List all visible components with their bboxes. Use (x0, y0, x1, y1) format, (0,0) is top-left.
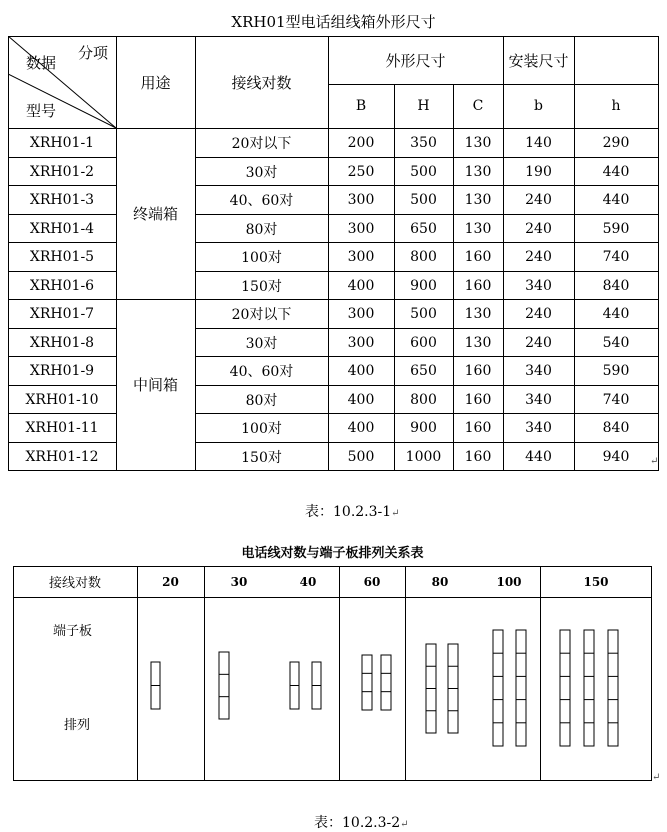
cell-model: XRH01-7 (29, 305, 95, 322)
terminal-board-100-b (516, 630, 526, 746)
terminal-board-40-a (290, 662, 299, 709)
cell-pairs: 40、60对 (229, 363, 294, 380)
terminal-board-diagrams (13, 566, 652, 781)
cell-model: XRH01-3 (29, 191, 95, 208)
terminal-board-80-b (448, 644, 458, 733)
cell-pairs: 40、60对 (229, 192, 294, 209)
cell-model: XRH01-4 (29, 220, 95, 237)
return-mark-2: ↵ (652, 772, 661, 783)
rule (658, 36, 659, 471)
cell-pairs: 100对 (241, 420, 282, 437)
cell-H: 500 (410, 191, 437, 208)
cell-C: 130 (464, 191, 492, 208)
cell-pairs: 100对 (241, 249, 282, 266)
cell-B: 500 (347, 448, 375, 465)
cell-model: XRH01-9 (29, 362, 95, 379)
cell-model: XRH01-8 (29, 334, 95, 351)
cell-H: 600 (410, 334, 437, 351)
cell-pairs: 30对 (245, 164, 278, 181)
cell-b: 340 (525, 419, 552, 436)
header-install-dimensions: 安装尺寸 (508, 51, 569, 70)
row-label-arrangement: 排列 (64, 718, 91, 733)
cell-model: XRH01-6 (29, 277, 95, 294)
table2-caption (314, 812, 409, 832)
caption-return-mark-2: ↵ (400, 819, 409, 830)
cell-B: 400 (347, 391, 375, 408)
dimensions-table (8, 6, 659, 470)
cell-B: 250 (347, 163, 375, 180)
cell-H: 900 (410, 277, 437, 294)
cell-H: 650 (410, 220, 437, 237)
header-purpose: 用途 (140, 73, 171, 92)
cell-B: 300 (347, 191, 375, 208)
cell-b: 240 (525, 220, 552, 237)
cell-pairs: 150对 (241, 278, 282, 295)
terminal-board-80-a (426, 644, 436, 733)
cell-C: 160 (464, 419, 492, 436)
cell-pairs: 20对以下 (231, 135, 292, 152)
header-col-h: h (611, 98, 621, 114)
cell-b: 140 (525, 134, 552, 151)
terminal-board-150-b (584, 630, 594, 746)
terminal-arrangement-table (13, 546, 652, 781)
header-col-H: H (417, 98, 430, 114)
header-pairs: 接线对数 (231, 73, 292, 92)
cell-h: 440 (602, 163, 630, 180)
cell-B: 400 (347, 419, 375, 436)
header-diag-mid: 数据 (26, 54, 57, 72)
cell-B: 400 (347, 277, 375, 294)
count-80: 80 (431, 574, 449, 589)
cell-h: 740 (602, 391, 630, 408)
header-col-b: b (534, 98, 543, 114)
cell-b: 240 (525, 248, 552, 265)
cell-h: 440 (602, 191, 630, 208)
cell-H: 500 (410, 163, 437, 180)
terminal-board-150-c (608, 630, 618, 746)
cell-b: 240 (525, 305, 552, 322)
cell-b: 240 (525, 334, 552, 351)
cell-pairs: 80对 (245, 221, 278, 238)
cell-h: 590 (602, 220, 630, 237)
cell-B: 300 (347, 220, 375, 237)
row-label-terminal-board: 端子板 (53, 624, 93, 639)
cell-C: 130 (464, 163, 492, 180)
cell-C: 160 (464, 277, 492, 294)
cell-H: 650 (410, 362, 437, 379)
cell-h: 590 (602, 362, 630, 379)
cell-B: 300 (347, 305, 375, 322)
cell-H: 800 (410, 248, 437, 265)
cell-b: 190 (525, 163, 552, 180)
cell-B: 300 (347, 334, 375, 351)
cell-C: 160 (464, 248, 492, 265)
table1-caption (305, 501, 400, 521)
count-60: 60 (363, 574, 381, 589)
group-intermediate-box: 中间箱 (132, 376, 178, 394)
cell-model: XRH01-2 (29, 163, 95, 180)
cell-H: 350 (410, 134, 437, 151)
header-pairs-label: 接线对数 (48, 576, 101, 591)
cell-pairs: 150对 (241, 449, 282, 466)
cell-H: 500 (410, 305, 437, 322)
cell-model: XRH01-11 (25, 419, 99, 436)
caption-text: 表：10.2.3-1 (305, 504, 392, 520)
cell-b: 340 (525, 391, 552, 408)
cell-H: 900 (410, 419, 437, 436)
cell-model: XRH01-12 (25, 448, 99, 465)
cell-B: 400 (347, 362, 375, 379)
cell-H: 1000 (405, 448, 442, 465)
cell-C: 130 (464, 334, 492, 351)
cell-h: 940 (602, 448, 630, 465)
cell-b: 340 (525, 362, 552, 379)
terminal-board-100-a (493, 630, 503, 746)
caption-text-2: 表：10.2.3-2 (314, 815, 401, 831)
cell-H: 800 (410, 391, 437, 408)
cell-h: 840 (602, 277, 630, 294)
header-outer-dimensions: 外形尺寸 (385, 51, 446, 70)
count-20: 20 (162, 574, 179, 589)
count-150: 150 (583, 574, 609, 589)
header-diag-top: 分项 (78, 44, 109, 62)
cell-C: 160 (464, 448, 492, 465)
group-terminal-box: 终端箱 (132, 205, 178, 223)
cell-h: 440 (602, 305, 630, 322)
cell-C: 160 (464, 362, 492, 379)
cell-B: 200 (347, 134, 375, 151)
header-col-C: C (472, 98, 484, 114)
cell-h: 290 (602, 134, 630, 151)
cell-model: XRH01-1 (29, 134, 95, 151)
cell-b: 340 (525, 277, 552, 294)
terminal-board-150-a (560, 630, 570, 746)
cell-pairs: 20对以下 (231, 306, 292, 323)
terminal-board-30 (219, 652, 229, 719)
cell-h: 740 (602, 248, 630, 265)
cell-C: 130 (464, 305, 492, 322)
count-30: 30 (230, 574, 248, 589)
cell-pairs: 30对 (245, 335, 278, 352)
cell-b: 440 (525, 448, 552, 465)
cell-pairs: 80对 (245, 392, 278, 409)
cell-model: XRH01-10 (25, 391, 99, 408)
cell-C: 160 (464, 391, 492, 408)
cell-C: 130 (464, 220, 492, 237)
terminal-board-20 (151, 662, 160, 709)
table-title: XRH01型电话组线箱外形尺寸 (231, 12, 436, 31)
terminal-board-40-b (312, 662, 321, 709)
return-mark: ↵ (650, 456, 659, 467)
cell-B: 300 (347, 248, 375, 265)
cell-h: 540 (602, 334, 630, 351)
count-100: 100 (496, 574, 522, 589)
terminal-board-60-b (381, 655, 391, 710)
cell-C: 130 (464, 134, 492, 151)
count-40: 40 (299, 574, 317, 589)
header-diag-bottom: 型号 (26, 102, 57, 120)
cell-b: 240 (525, 191, 552, 208)
cell-model: XRH01-5 (29, 248, 95, 265)
cell-h: 840 (602, 419, 630, 436)
caption-return-mark: ↵ (391, 508, 400, 519)
terminal-board-60-a (362, 655, 372, 710)
header-col-B: B (355, 98, 367, 114)
table2-title: 电话线对数与端子板排列关系表 (241, 546, 424, 561)
